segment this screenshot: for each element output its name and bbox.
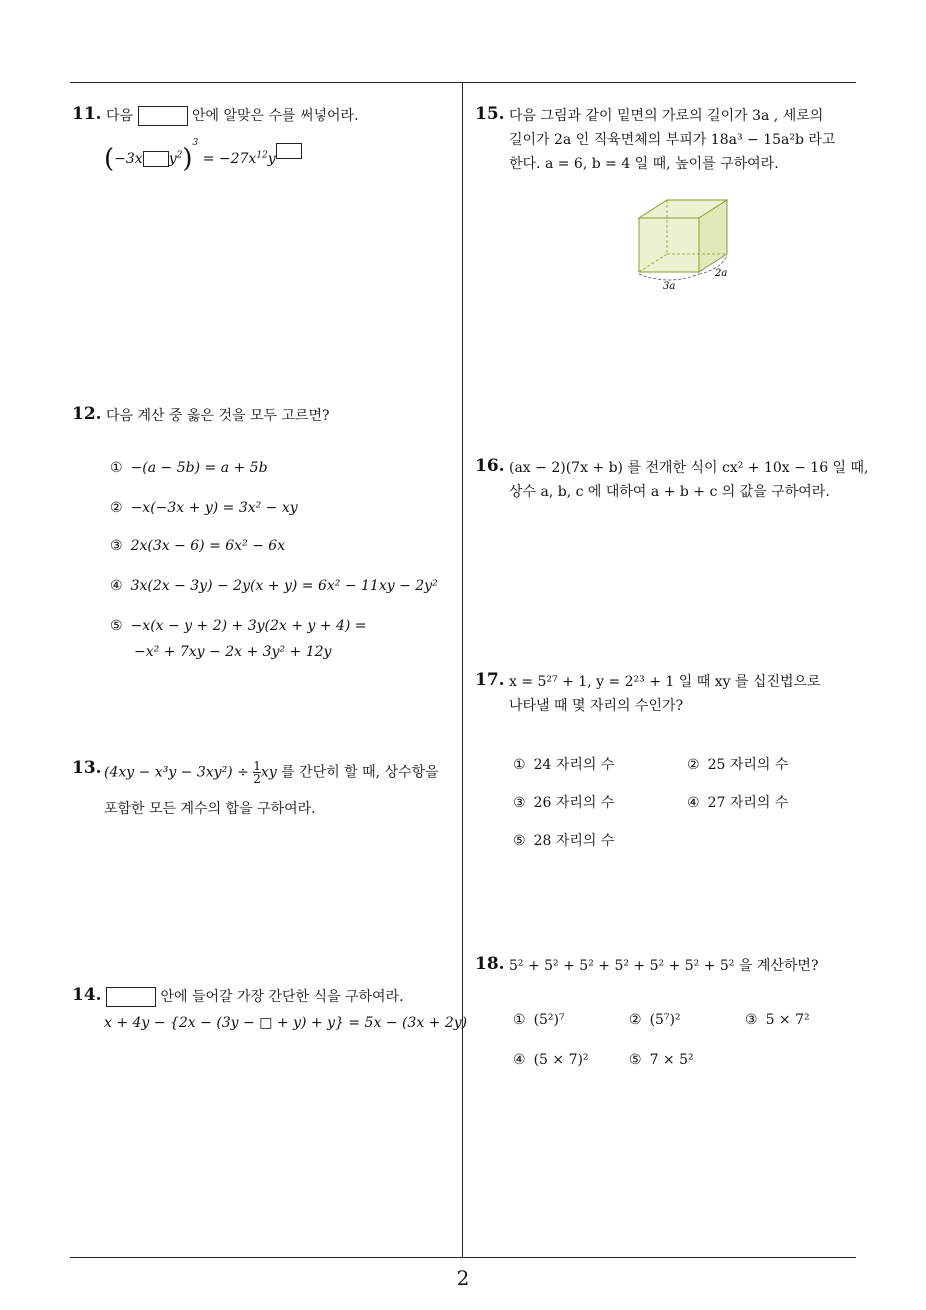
option-5[interactable]: ⑤ −x(x − y + 2) + 3y(2x + y + 4) = <box>110 618 367 634</box>
answer-box[interactable] <box>138 106 188 126</box>
option-5[interactable]: ⑤ 7 × 5² <box>629 1052 694 1068</box>
answer-box[interactable] <box>143 151 169 167</box>
question-number: 16. <box>475 456 505 476</box>
option-4[interactable]: ④ 27 자리의 수 <box>687 795 789 811</box>
option-4[interactable]: ④ 3x(2x − 3y) − 2y(x + y) = 6x² − 11xy − 2y² <box>110 578 438 594</box>
question-text: 다음 안에 알맞은 수를 써넣어라. <box>106 108 359 124</box>
question-14 <box>72 985 468 1031</box>
label-depth: 2a <box>715 268 728 279</box>
option-1[interactable]: ① 24 자리의 수 <box>513 757 615 773</box>
cuboid-diagram <box>633 194 743 294</box>
answer-box[interactable] <box>276 143 302 159</box>
question-text-line1: x = 5²⁷ + 1, y = 2²³ + 1 일 때 xy 를 십진법으로 <box>509 674 821 690</box>
question-11 <box>72 104 452 174</box>
question-text-line2: 포함한 모든 계수의 합을 구하여라. <box>104 801 316 817</box>
question-number: 18. <box>475 954 505 974</box>
option-3[interactable]: ③ 5 × 7² <box>745 1012 810 1028</box>
question-number: 12. <box>72 404 102 424</box>
question-number: 17. <box>475 670 505 690</box>
answer-box[interactable] <box>106 987 156 1007</box>
question-number: 14. <box>72 985 102 1005</box>
option-3[interactable]: ③ 2x(3x − 6) = 6x² − 6x <box>110 538 286 554</box>
cuboid-front-face <box>639 218 699 272</box>
page-number: 2 <box>456 1266 470 1290</box>
fraction-one-half: $\frac{1}{2}$ <box>253 759 261 786</box>
label-width: 3a <box>663 281 676 292</box>
question-text: 다음 계산 중 옳은 것을 모두 고르면? <box>106 408 330 424</box>
formula: (−3x $y^2)^3 = -27x^{12}y$ <box>104 138 302 174</box>
question-text: 5² + 5² + 5² + 5² + 5² + 5² + 5² 을 계산하면? <box>509 958 819 974</box>
question-number: 13. <box>72 758 102 778</box>
question-number: 11. <box>72 104 102 124</box>
question-text-line2: 나타낼 때 몇 자리의 수인가? <box>509 698 684 714</box>
bottom-rule <box>70 1257 856 1258</box>
question-text-line3: 한다. a = 6, b = 4 일 때, 높이를 구하여라. <box>509 156 779 172</box>
option-3[interactable]: ③ 26 자리의 수 <box>513 795 615 811</box>
question-12 <box>72 404 452 664</box>
question-18 <box>475 954 861 1084</box>
question-17 <box>475 670 861 860</box>
formula: x + 4y − {2x − (3y − □ + y) + y} = 5x − (3x + 2y) <box>104 1015 468 1031</box>
option-2[interactable]: ② −x(−3x + y) = 3x² − xy <box>110 500 298 516</box>
question-number: 15. <box>475 104 505 124</box>
width-brace <box>639 274 699 280</box>
question-text: 안에 들어갈 가장 간단한 식을 구하여라. <box>106 985 458 1009</box>
top-rule <box>70 82 856 83</box>
question-text-line1: 다음 그림과 같이 밑면의 가로의 길이가 3a , 세로의 <box>509 108 824 124</box>
option-4[interactable]: ④ (5 × 7)² <box>513 1052 589 1068</box>
option-1[interactable]: ① (5²)⁷ <box>513 1012 565 1028</box>
option-5-continued: −x² + 7xy − 2x + 3y² + 12y <box>134 644 332 660</box>
option-2[interactable]: ② (5⁷)² <box>629 1012 681 1028</box>
option-2[interactable]: ② 25 자리의 수 <box>687 757 789 773</box>
question-16 <box>475 456 869 504</box>
question-text-line2: 상수 a, b, c 에 대하여 a + b + c 의 값을 구하여라. <box>509 484 830 500</box>
column-divider <box>462 82 463 1258</box>
question-text-line2: 길이가 2a 인 직육면체의 부피가 18a³ − 15a²b 라고 <box>509 132 836 148</box>
question-15 <box>475 104 861 292</box>
option-5[interactable]: ⑤ 28 자리의 수 <box>513 833 615 849</box>
option-1[interactable]: ① −(a − 5b) = a + 5b <box>110 460 268 476</box>
question-text-line1: (ax − 2)(7x + b) 를 전개한 식이 cx² + 10x − 16 일 때, <box>509 460 869 476</box>
question-text: (4xy − x³y − 3xy²) ÷ $\frac{1}{2}$ xy 를 간단히 할 때, 상수항을 <box>104 759 439 786</box>
